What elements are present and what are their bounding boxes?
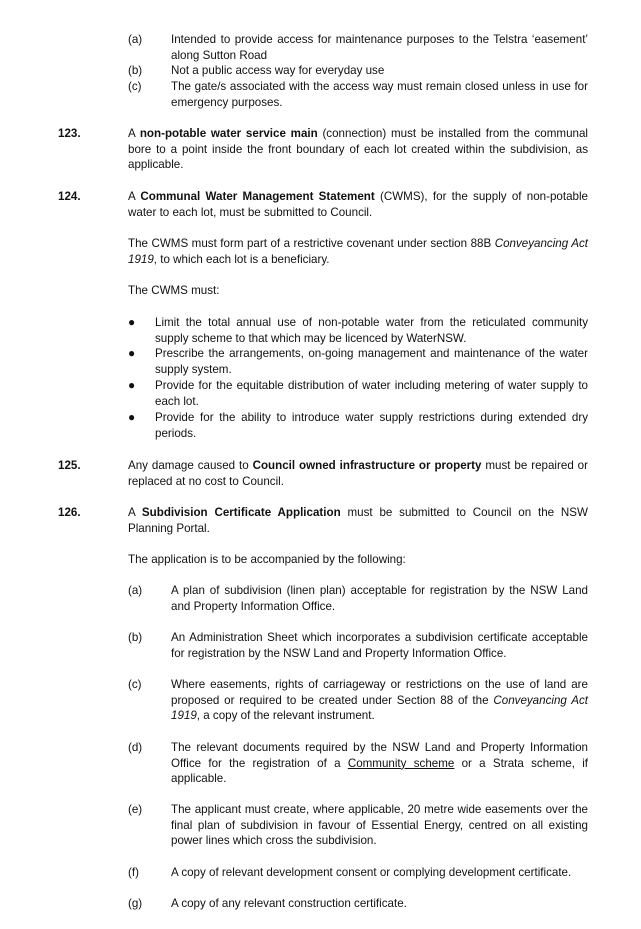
condition-number-125: 125. bbox=[58, 459, 81, 472]
top-list-text-c: The gate/s associated with the access way must remain closed unless in use for emergency purposes. bbox=[171, 80, 588, 109]
item-text-b: An Administration Sheet which incorporates a subdivision certificate acceptable for registration by the NSW Land and Property Information Office. bbox=[171, 631, 588, 660]
condition-123-bold-term: non-potable water service main bbox=[139, 127, 318, 140]
condition-text-124: A Communal Water Management Statement (CWMS), for the supply of non-potable water to each lot, must be submitted to Council. bbox=[128, 190, 588, 219]
condition-124-paragraph-2: The CWMS must form part of a restrictive covenant under section 88B Conveyancing Act 1919, to which each lot is a beneficiary. bbox=[128, 237, 588, 266]
condition-126-bold-term: Subdivision Certificate Application bbox=[141, 506, 341, 519]
cwms-bullet-4: Provide for the ability to introduce water supply restrictions during extended dry periods. bbox=[155, 411, 588, 440]
item-text-a: A plan of subdivision (linen plan) acceptable for registration by the NSW Land and Property Information Office. bbox=[171, 584, 588, 613]
top-list-label-a: (a) bbox=[128, 33, 143, 46]
item-text-f: A copy of relevant development consent or complying development certificate. bbox=[171, 866, 572, 879]
item-text-c: Where easements, rights of carriageway or restrictions on the use of land are proposed or required to be created under Section 88 of the Conveyancing Act 1919, a copy of the relevant instrument. bbox=[171, 678, 588, 723]
condition-124-paragraph-3: The CWMS must: bbox=[128, 284, 220, 297]
item-text-d: The relevant documents required by the NSW Land and Property Information Office for the registration of a Community scheme or a Strata scheme, if applicable. bbox=[171, 741, 588, 786]
item-label-e: (e) bbox=[128, 803, 143, 816]
condition-number-123: 123. bbox=[58, 127, 81, 140]
community-scheme-link[interactable]: Community scheme bbox=[347, 756, 455, 770]
condition-124-bold-term: Communal Water Management Statement bbox=[140, 190, 375, 203]
act-name: Conveyancing Act 1919 bbox=[128, 237, 588, 266]
condition-text-123: A non-potable water service main (connection) must be installed from the communal bore to a point inside the front boundary of each lot created within the subdivision, as applicable. bbox=[128, 127, 588, 172]
top-list-label-c: (c) bbox=[128, 80, 142, 93]
condition-text-125: Any damage caused to Council owned infrastructure or property must be repaired or replaced at no cost to Council. bbox=[128, 459, 588, 488]
item-label-a: (a) bbox=[128, 584, 143, 597]
bullet-icon: ● bbox=[128, 378, 136, 392]
top-list-text-b: Not a public access way for everyday use bbox=[171, 64, 385, 77]
item-label-f: (f) bbox=[128, 866, 139, 879]
cwms-bullet-2: Prescribe the arrangements, on-going management and maintenance of the water supply system. bbox=[155, 347, 588, 376]
condition-number-124: 124. bbox=[58, 190, 81, 203]
item-label-c: (c) bbox=[128, 678, 142, 691]
condition-text-126: A Subdivision Certificate Application must be submitted to Council on the NSW Planning Portal. bbox=[128, 506, 588, 535]
item-text-e: The applicant must create, where applicable, 20 metre wide easements over the final plan of subdivision in favour of Essential Energy, centred on all existing power lines which cross the subdivision. bbox=[171, 803, 588, 848]
item-text-g: A copy of any relevant construction certificate. bbox=[171, 897, 407, 910]
bullet-icon: ● bbox=[128, 346, 136, 360]
condition-126-paragraph-2: The application is to be accompanied by the following: bbox=[128, 553, 406, 566]
item-label-g: (g) bbox=[128, 897, 143, 910]
act-name: Conveyancing Act 1919 bbox=[171, 693, 588, 723]
condition-125-bold-term: Council owned infrastructure or property bbox=[252, 459, 482, 472]
top-list-text-a: Intended to provide access for maintenance purposes to the Telstra ‘easement’ along Sutton Road bbox=[171, 33, 588, 62]
cwms-bullet-1: Limit the total annual use of non-potable water from the reticulated community supply scheme to that which may be licenced by WaterNSW. bbox=[155, 316, 588, 345]
condition-number-126: 126. bbox=[58, 506, 81, 519]
bullet-icon: ● bbox=[128, 410, 136, 424]
top-list-label-b: (b) bbox=[128, 64, 143, 77]
bullet-icon: ● bbox=[128, 315, 136, 329]
cwms-bullet-3: Provide for the equitable distribution of water including metering of water supply to each lot. bbox=[155, 379, 588, 408]
item-label-b: (b) bbox=[128, 631, 143, 644]
item-label-d: (d) bbox=[128, 741, 143, 754]
